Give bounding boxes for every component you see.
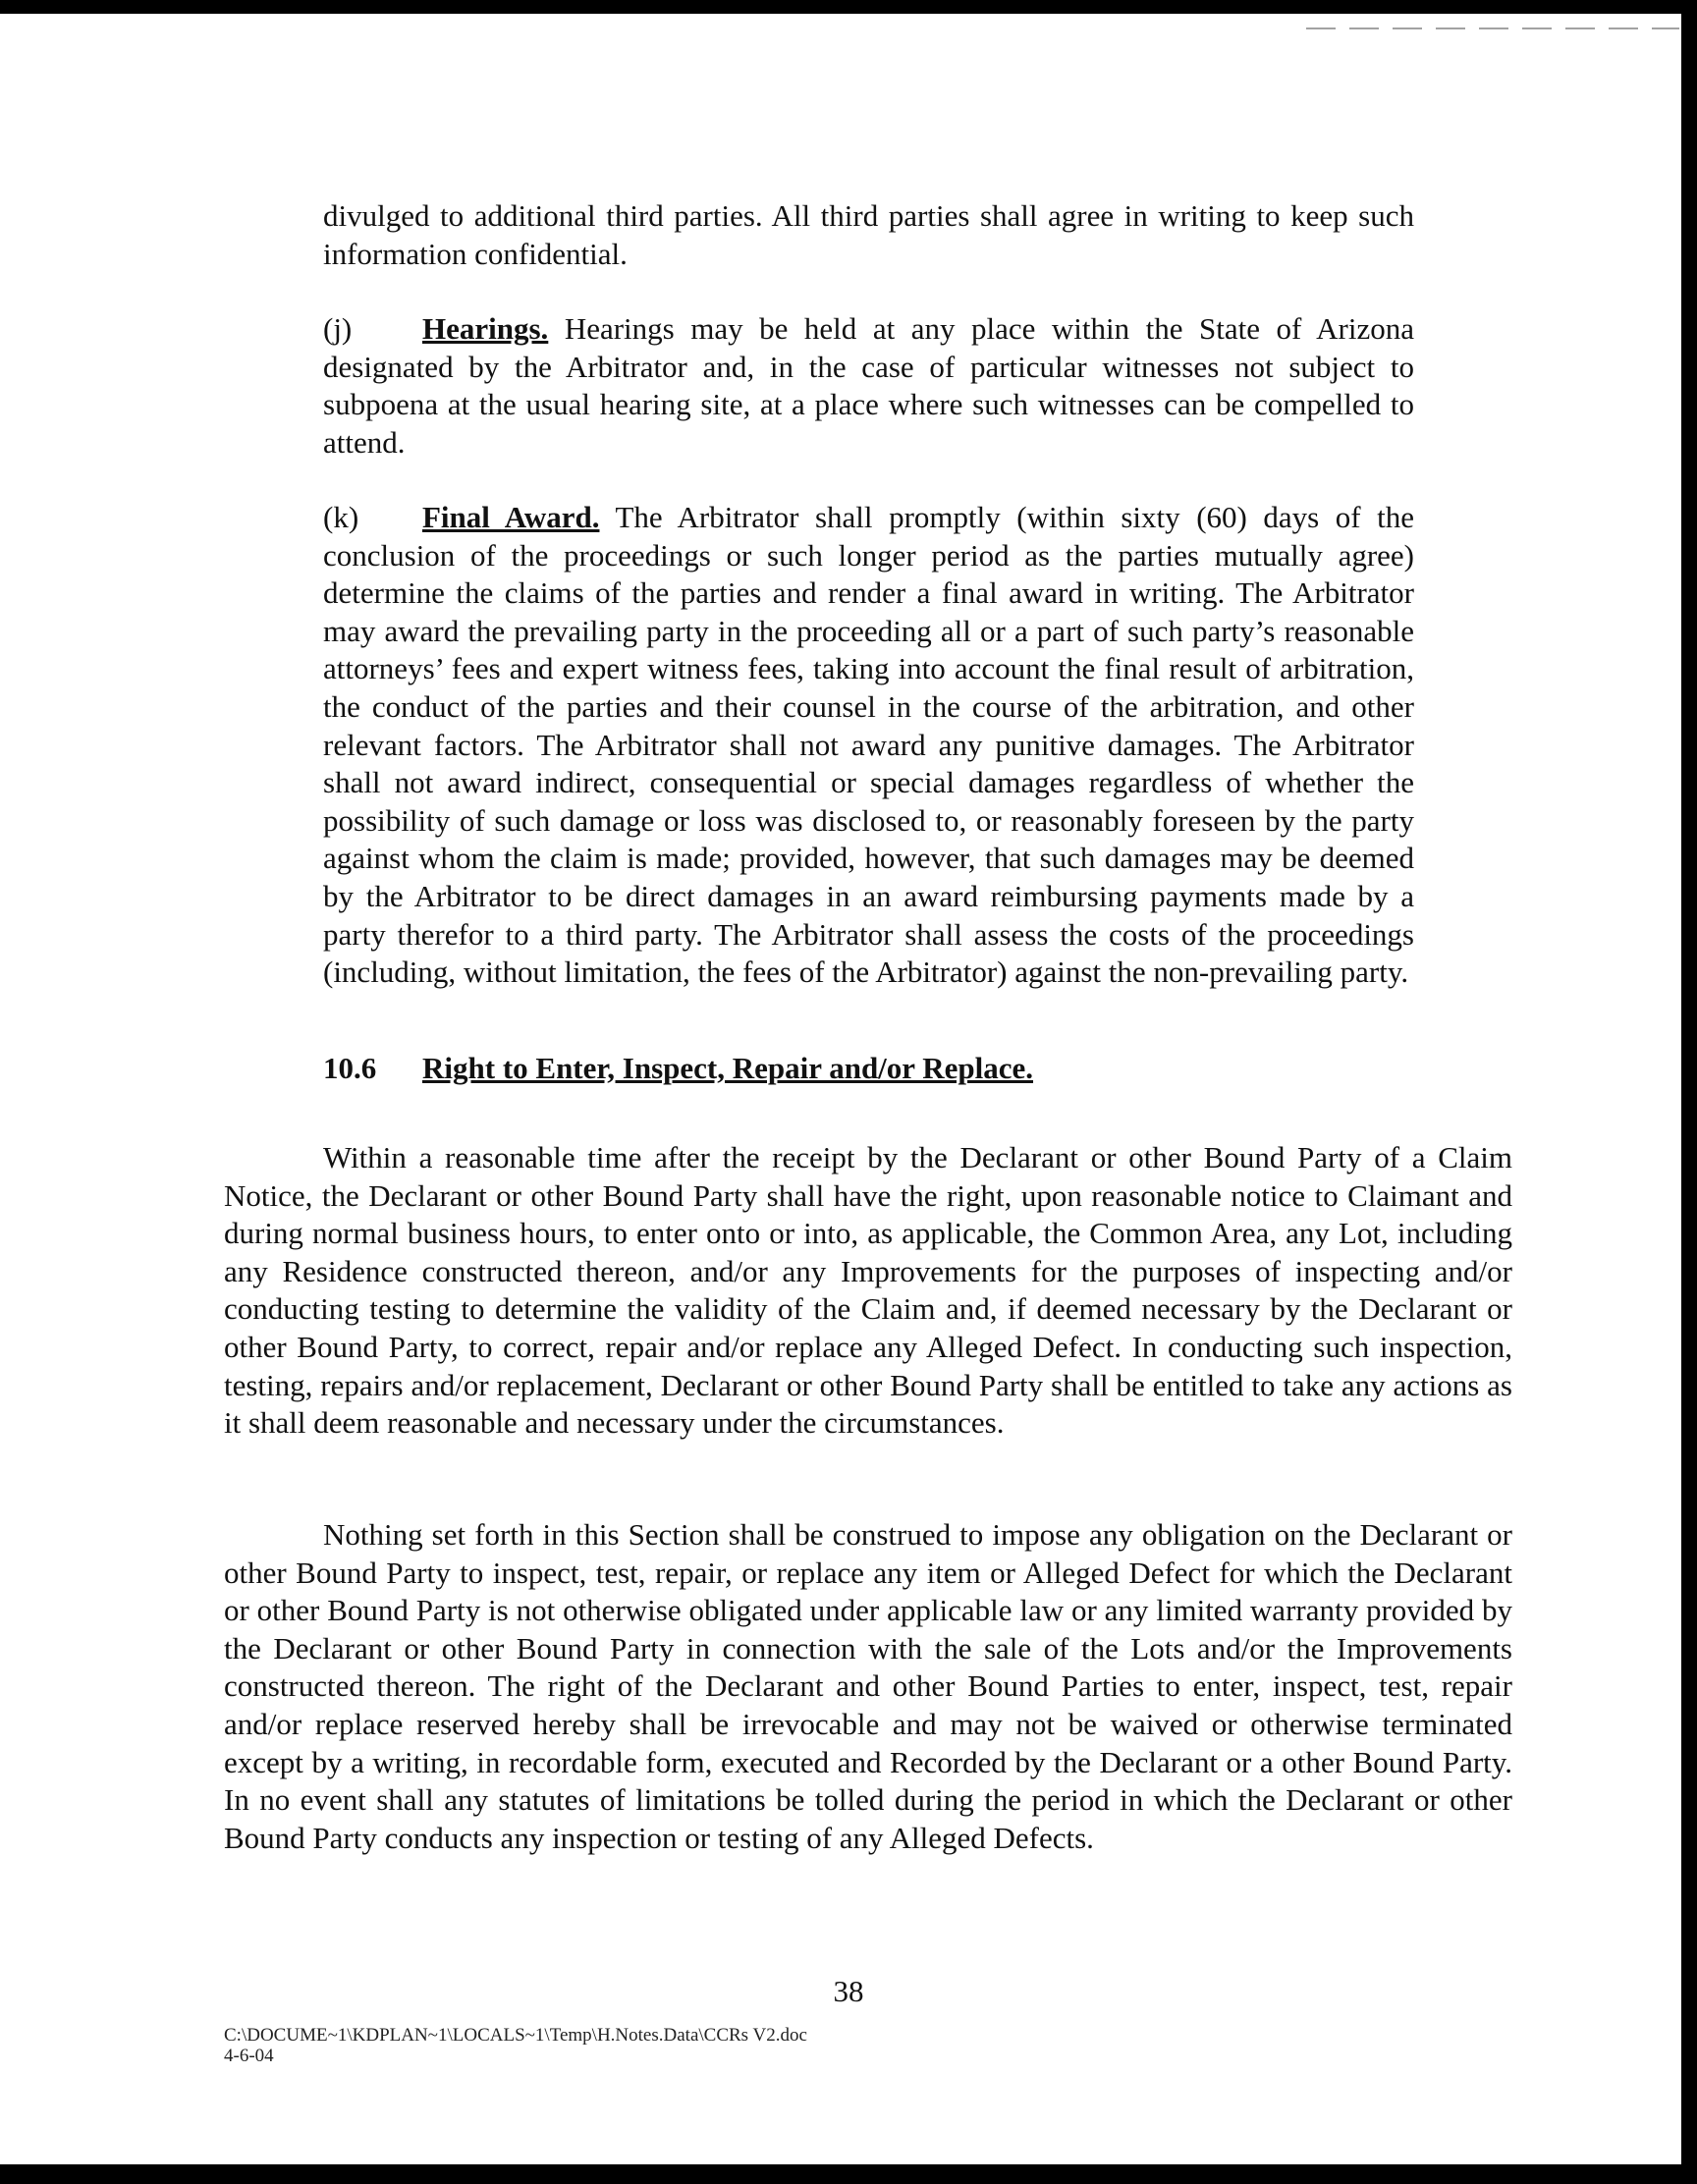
subsection-k: [323, 499, 1414, 992]
continuation-paragraph: divulged to additional third parties. All third parties shall agree in writing to keep such information confidential.: [323, 198, 1414, 271]
subsection-j-label: (j): [323, 311, 353, 346]
footer-date: 4-6-04: [224, 2046, 274, 2066]
section-paragraph-1: Within a reasonable time after the receipt by the Declarant or other Bound Party of a Claim Notice, the Declarant or other Bound Party shall have the right, upon reasonable notice to Claimant and during normal business hours, to enter onto or into, as applicable, the Common Area, any Lot, including any Residence constructed thereon, and/or any Improvements for the purposes of inspecting and/or conducting testing to determine the validity of the Claim and, if deemed necessary by the Declarant or other Bound Party, to correct, repair and/or replace any Alleged Defect. In conducting such inspection, testing, repairs and/or replacement, Declarant or other Bound Party shall be entitled to take any actions as it shall deem reasonable and necessary under the circumstances.: [224, 1140, 1512, 1441]
scan-artifact: [1306, 27, 1679, 29]
subsection-k-text: The Arbitrator shall promptly (within sixty (60) days of the conclusion of the proceedings or such longer period as the parties mutually agree) determine the claims of the parties and render a final award in writing. The Arbitrator may award the prevailing party in the proceeding all or a part of such party’s reasonable attorneys’ fees and expert witness fees, taking into account the final result of arbitration, the conduct of the parties and their counsel in the course of the arbitration, and other relevant factors. The Arbitrator shall not award any punitive damages. The Arbitrator shall not award indirect, consequential or special damages regardless of whether the possibility of such damage or loss was disclosed to, or reasonably foreseen by the party against whom the claim is made; provided, however, that such damages may be deemed by the Arbitrator to be direct damages in an award reimbursing payments made by a party therefor to a third party. The Arbitrator shall assess the costs of the proceedings (including, without limitation, the fees of the Arbitrator) against the non-prevailing party.: [323, 500, 1415, 990]
subsection-k-heading: Final Award.: [422, 500, 600, 534]
section-paragraph-2: Nothing set forth in this Section shall be construed to impose any obligation on the Declarant or other Bound Party to inspect, test, repair, or replace any item or Alleged Defect for which the Declarant or other Bound Party is not otherwise obligated under applicable law or any limited warranty provided by the Declarant or other Bound Party in connection with the sale of the Lots and/or the Improvements constructed thereon. The right of the Declarant and other Bound Parties to enter, inspect, test, repair and/or replace reserved hereby shall be irrevocable and may not be waived or otherwise terminated except by a writing, in recordable form, executed and Recorded by the Declarant or a other Bound Party. In no event shall any statutes of limitations be tolled during the period in which the Declarant or other Bound Party conducts any inspection or testing of any Alleged Defects.: [224, 1517, 1512, 1855]
subsection-j-heading: Hearings.: [422, 311, 549, 346]
subsection-k-label: (k): [323, 500, 359, 534]
subsection-j: [323, 310, 1414, 462]
section-title: Right to Enter, Inspect, Repair and/or Replace.: [422, 1051, 1034, 1085]
document-page: [0, 14, 1697, 2164]
footer-file-path: C:\DOCUME~1\KDPLAN~1\LOCALS~1\Temp\H.Notes.Data\CCRs V2.doc: [224, 2025, 807, 2046]
section-number: 10.6: [323, 1051, 377, 1085]
section-heading: [323, 1050, 1033, 1088]
page-number: 38: [833, 1974, 864, 2008]
subsection-j-text: Hearings may be held at any place within the State of Arizona designated by the Arbitrator and, in the case of particular witnesses not subject to subpoena at the usual hearing site, at a place where such witnesses can be compelled to attend.: [323, 311, 1414, 460]
document-footer: [224, 2025, 807, 2066]
scan-border: [1681, 0, 1697, 2184]
